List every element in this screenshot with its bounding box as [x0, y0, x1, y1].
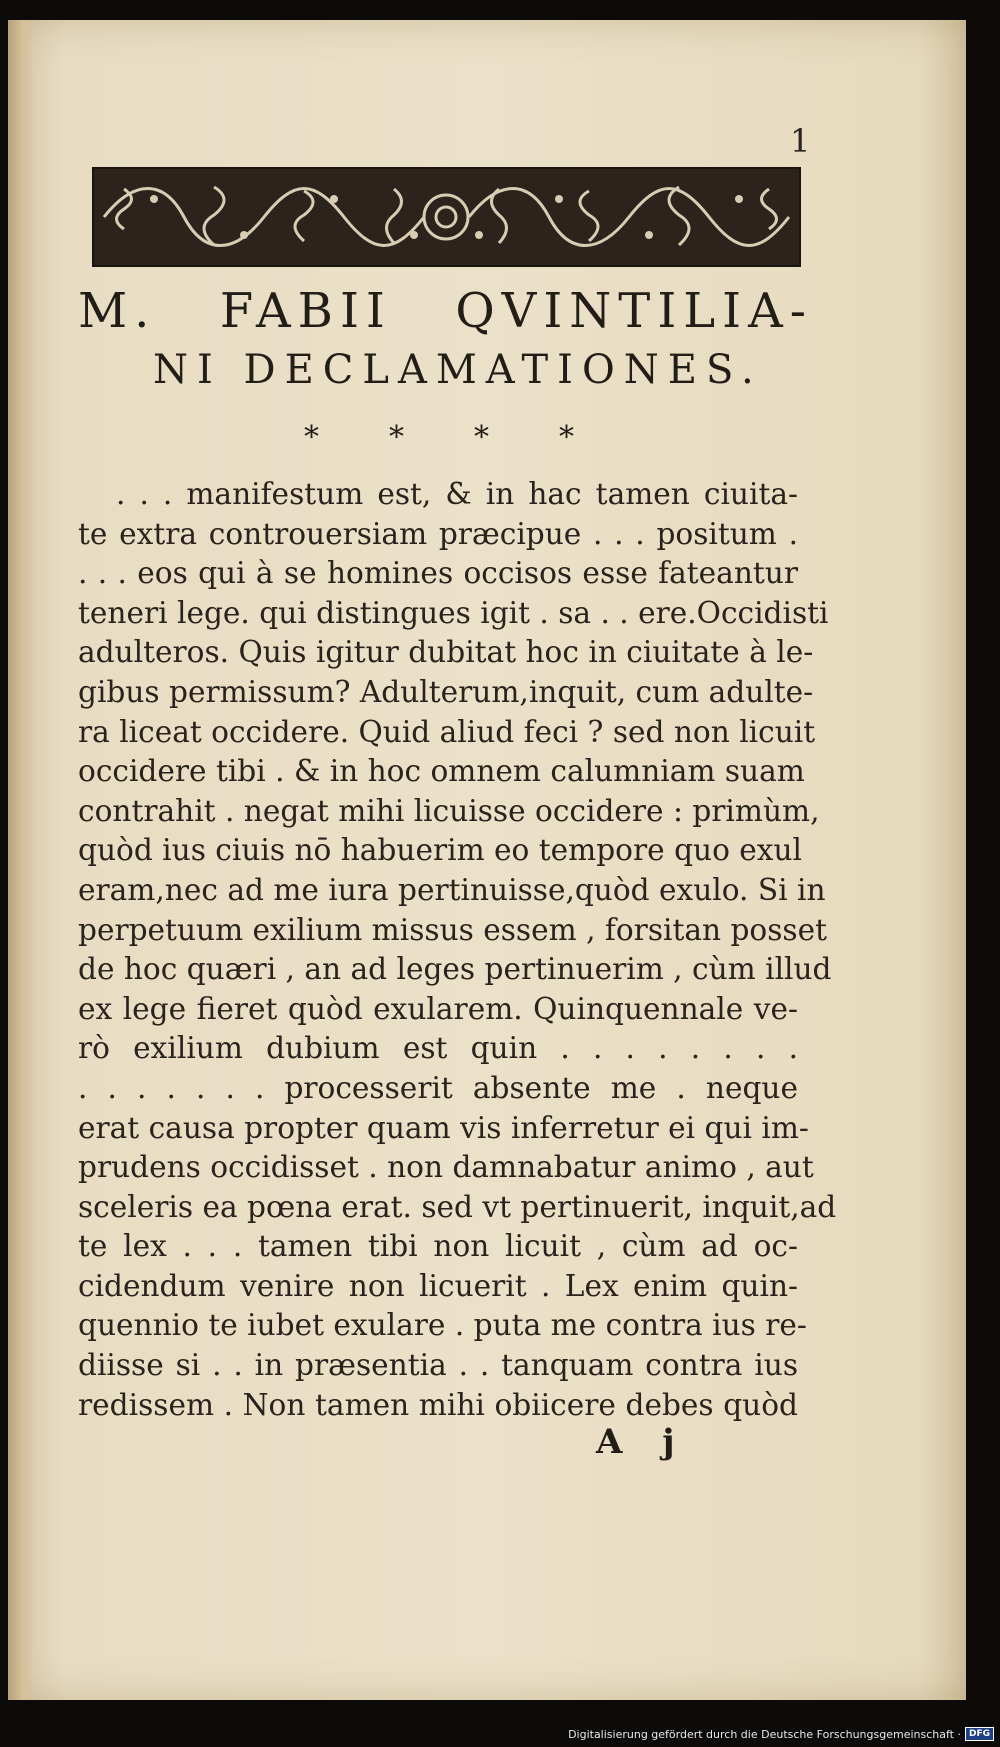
text-line: perpetuum exilium missus essem , forsitan posset [78, 912, 828, 947]
dfg-logo-icon: DFG [965, 1727, 994, 1741]
text-line: . . . . . . . processerit absente me . neque [78, 1070, 798, 1105]
page-title [78, 282, 813, 400]
text-line: sceleris ea pœna erat. sed vt pertinuerit, inquit,ad [78, 1189, 837, 1224]
text-line: eram,nec ad me iura pertinuisse,quòd exulo. Si in [78, 872, 826, 907]
title-line-2: NI DECLAMATIONES. [153, 347, 763, 393]
text-line: contrahit . negat mihi licuisse occidere : primùm, [78, 793, 820, 828]
text-line: rò exilium dubium est quin . . . . . . . . [78, 1031, 798, 1066]
text-line: cidendum venire non licuerit . Lex enim quin- [78, 1268, 798, 1303]
star-glyph: * [474, 420, 489, 455]
star-glyph: * [559, 420, 574, 455]
text-line: quennio te iubet exulare . puta me contra ius re- [78, 1308, 807, 1343]
text-line: . . . eos qui à se homines occisos esse fateantur [78, 556, 798, 591]
text-line: quòd ius ciuis nō habuerim eo tempore quo exul [78, 833, 803, 868]
page-number: 1 [790, 122, 811, 160]
page-gutter-edge [8, 20, 34, 1700]
star-glyph: * [389, 420, 404, 455]
text-line: redissem . Non tamen mihi obiicere debes quòd [78, 1387, 798, 1422]
text-line: adulteros. Quis igitur dubitat hoc in ciuitate à le- [78, 635, 814, 670]
asterism-divider [304, 420, 574, 455]
text-line: occidere tibi . & in hoc omnem calumniam suam [78, 754, 805, 789]
text-line: te extra controuersiam præcipue . . . positum . [78, 516, 798, 551]
headpiece-ornament-icon [94, 169, 799, 265]
text-line: ra liceat occidere. Quid aliud feci ? sed non licuit [78, 714, 816, 749]
text-line: de hoc quæri , an ad leges pertinuerim , cùm illud [78, 952, 832, 987]
book-page [8, 20, 966, 1700]
text-line: gibus permissum? Adulterum,inquit, cum adulte- [78, 674, 814, 709]
text-line: teneri lege. qui distingues igit . sa . . ere.Occidisti [78, 595, 829, 630]
text-line: diisse si . . in præsentia . . tanquam contra ius [78, 1348, 798, 1383]
title-line-1: M. FABII QVINTILIA- [78, 283, 813, 339]
star-glyph: * [304, 420, 319, 455]
decorative-headpiece-ornament [92, 167, 801, 267]
text-line: prudens occidisset . non damnabatur animo , aut [78, 1150, 814, 1185]
text-line: te lex . . . tamen tibi non licuit , cùm ad oc- [78, 1229, 798, 1264]
text-line: . . . manifestum est, & in hac tamen ciuita- [116, 477, 798, 511]
text-line: ex lege fieret quòd exularem. Quinquennale ve- [78, 991, 798, 1026]
text-line: erat causa propter quam vis inferretur ei qui im- [78, 1110, 809, 1145]
footer-credit-text: Digitalisierung gefördert durch die Deutsche Forschungsgemeinschaft · [568, 1727, 961, 1741]
body-text [78, 475, 837, 1425]
signature-mark: A j [596, 1422, 689, 1462]
digitization-footer [568, 1724, 994, 1744]
